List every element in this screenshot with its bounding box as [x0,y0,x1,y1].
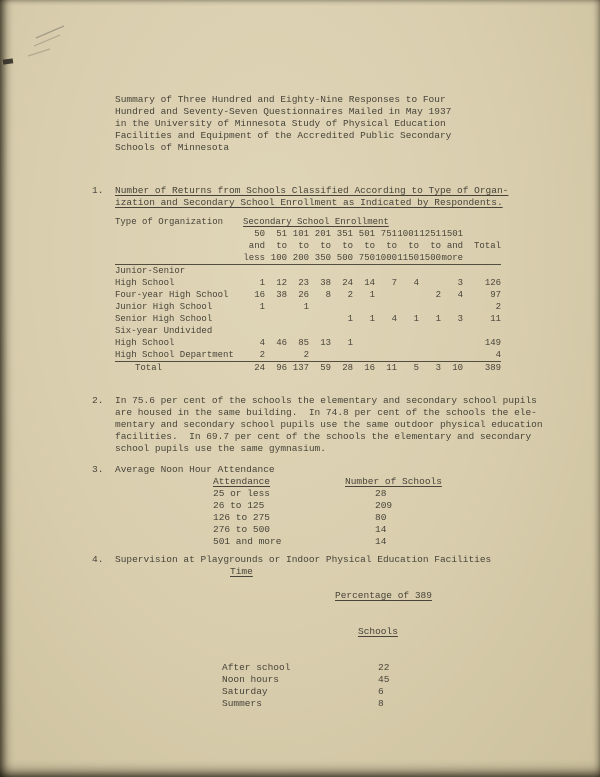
enrollment-cell: 38 [276,290,287,300]
schools-cell [345,536,505,548]
enrollment-range-header: to [408,241,419,251]
enrollment-cell [375,301,397,313]
enrollment-cell: 1 [413,314,419,324]
total-row-label: Total [115,362,243,375]
supervision-table [222,566,562,710]
attendance-header: Attendance [213,476,271,487]
percentage-cell [327,698,487,710]
time-header: Time [230,566,253,577]
enrollment-range-header: 1500 [419,253,441,263]
enrollment-cell [419,301,441,313]
noon-attendance-header-row [213,476,562,488]
enrollment-range-header: 751 [380,229,397,239]
empty-cell [463,252,501,265]
enrollment-cell: 3 [419,362,441,375]
title-line: in the University of Minnesota Study of Physical Education [115,118,446,129]
enrollment-cell [265,265,287,278]
row-total: 149 [484,338,502,348]
row-total: 126 [484,278,502,288]
enrollment-cell [265,325,287,337]
enrollment-range-header: to [342,241,353,251]
table-row [115,313,501,325]
corner-label: Type of Organization [115,217,224,227]
table-row [222,662,562,674]
enrollment-cell: 5 [397,362,419,375]
document-title [115,94,562,154]
table-row [222,686,562,698]
school-count: 28 [375,488,387,499]
section-4-supervision [92,554,562,710]
enrollment-cell: 137 [287,362,309,375]
enrollment-cell [419,349,441,362]
percentage-column [327,566,487,662]
section-4-heading: Supervision at Playgrounds or Indoor Physical Education Facilities [115,554,492,565]
enrollment-cell: 26 [298,290,309,300]
enrollment-cell: 3 [457,278,464,288]
enrollment-range-header: and [248,241,265,251]
enrollment-cell: 24 [243,362,265,375]
table-footer [115,362,501,375]
enrollment-range-header: 1251 [419,229,441,239]
paragraph-line: mentary and secondary school pupils use the same outdoor physical education [115,419,543,430]
enrollment-cell: 1 [435,314,441,324]
enrollment-cell: 4 [391,314,397,324]
section-2-body [115,395,562,455]
enrollment-cell: 23 [298,278,309,288]
scan-edge-mark [3,58,14,64]
table-total-row [115,362,501,375]
enrollment-cell [353,325,375,337]
table-row [222,674,562,686]
enrollment-cell: 4 [259,338,265,348]
enrollment-range-header: 100 [265,252,287,265]
enrollment-cell: 10 [441,362,463,375]
enrollment-cell [287,313,309,325]
row-label: Senior High School [115,314,213,324]
row-total: 2 [495,302,502,312]
enrollment-cell: 16 [353,362,375,375]
percentage-value: 45 [378,674,390,685]
enrollment-range-header: 501 [358,229,375,239]
row-label: Junior-Senior [115,266,186,276]
title-line: Facilities and Equipment of the Accredited Public Secondary [115,130,452,141]
enrollment-range-header: 1150 [397,253,419,263]
enrollment-cell [441,337,463,349]
row-label: High School [115,338,175,348]
time-column [222,566,327,662]
table-header [115,216,501,265]
school-count: 14 [375,524,387,535]
enrollment-cell [309,313,331,325]
enrollment-cell: 1 [347,314,353,324]
enrollment-cell [353,337,375,349]
time-label: Summers [222,698,262,709]
supervision-rows [222,662,562,710]
enrollment-cell: 24 [342,278,353,288]
enrollment-cell [375,289,397,301]
row-label: High School Department [115,350,234,360]
enrollment-range-header: less [243,253,265,263]
enrollment-cell: 2 [303,350,309,360]
heading-line: Number of Returns from Schools Classified According to Type of Organ- [115,185,509,196]
enrollment-range-header: to [298,241,309,251]
schools-cell [345,512,505,524]
table-row [115,289,501,301]
enrollment-cell [265,349,287,362]
title-line: Hundred and Seventy-Seven Questionnaires Mailed in May 1937 [115,106,452,117]
time-label: Saturday [222,686,268,697]
percentage-value: 6 [378,686,384,697]
section-4-body [115,554,562,710]
enrollment-cell [309,325,331,337]
empty-cell [463,216,501,228]
item-number: 1. [92,185,104,196]
attendance-range: 501 and more [213,536,282,547]
enrollment-range-header: to [386,241,397,251]
percentage-header-line-1 [327,590,487,602]
schools-cell [345,524,505,536]
attendance-range: 25 or less [213,488,271,499]
document-body [92,94,562,710]
enrollment-cell: 16 [254,290,265,300]
percentage-cell [327,662,487,674]
section-1-returns [92,185,562,395]
enrollment-cell: 2 [259,350,265,360]
enrollment-cell: 14 [364,278,375,288]
enrollment-cell [243,325,265,337]
section-3-noon-attendance [92,464,562,548]
enrollment-range-header: to [276,241,287,251]
enrollment-cell: 1 [369,314,375,324]
enrollment-cell: 46 [276,338,287,348]
enrollment-cell [375,349,397,362]
empty-cell [463,228,501,240]
enrollment-cell [419,265,441,278]
schools-subheader: Schools [358,626,398,637]
enrollment-cell [309,265,331,278]
noon-attendance-table [213,476,562,548]
table-row [115,277,501,289]
enrollment-cell: 1 [259,302,265,312]
pencil-mark [16,16,86,66]
enrollment-cell [375,325,397,337]
table-row [115,325,501,337]
row-total [463,325,501,337]
percentage-header-line-2 [327,626,487,638]
enrollment-range-header: 201 [314,229,331,239]
title-line: Schools of Minnesota [115,142,230,153]
enrollment-cell [309,301,331,313]
enrollment-cell [375,337,397,349]
paragraph-line: In 75.6 per cent of the schools the elementary and secondary school pupils [115,395,537,406]
attendance-column [213,476,345,488]
returns-by-enrollment-table [115,216,501,374]
enrollment-cell: 59 [309,362,331,375]
row-label: Junior High School [115,302,213,312]
total-column-header: Total [474,241,502,251]
enrollment-cell [441,301,463,313]
enrollment-cell [441,265,463,278]
enrollment-cell: 4 [413,278,419,288]
enrollment-cell [331,349,353,362]
enrollment-cell [331,265,353,278]
enrollment-range-header: to [364,241,375,251]
paragraph-line: are housed in the same building. In 74.8 per cent of the schools the ele- [115,407,537,418]
enrollment-cell: 1 [259,278,265,288]
header-row-1 [115,228,501,240]
enrollment-range-header: and [446,241,464,251]
row-label: Four-year High School [115,290,229,300]
enrollment-cell: 85 [298,338,309,348]
row-label: High School [115,278,175,288]
row-total: 11 [490,314,502,324]
enrollment-cell [419,337,441,349]
percentage-cell [327,674,487,686]
title-line: Summary of Three Hundred and Eighty-Nine Responses to Four [115,94,446,105]
header-row-3 [115,252,501,265]
enrollment-range-header: 101 [292,229,309,239]
enrollment-cell [265,301,287,313]
enrollment-range-header: 750 [353,252,375,265]
school-count: 14 [375,536,387,547]
enrollment-cell: 1 [347,338,353,348]
enrollment-range-header: 50 [254,229,265,239]
item-number: 3. [92,464,104,475]
time-label: Noon hours [222,674,280,685]
enrollment-cell: 8 [325,290,331,300]
enrollment-cell [243,313,265,325]
enrollment-cell [287,325,309,337]
empty-cell [115,252,243,265]
enrollment-range-header: to [320,241,331,251]
enrollment-cell [353,265,375,278]
percentage-cell [327,686,487,698]
row-total: 97 [490,290,502,300]
enrollment-cell [441,349,463,362]
enrollment-cell [441,325,463,337]
section-1-body [115,185,562,395]
supervision-header-row [222,566,562,662]
enrollment-cell: 4 [457,290,464,300]
enrollment-cell: 13 [320,338,331,348]
enrollment-range-header: to [430,241,441,251]
enrollment-cell [353,349,375,362]
table-row [213,500,562,512]
paragraph-line: facilities. In 69.7 per cent of the schools the elementary and secondary [115,431,532,442]
item-number: 4. [92,554,104,565]
header-row-2 [115,240,501,252]
enrollment-cell: 28 [331,362,353,375]
paragraph-line: school pupils use the same gymnasium. [115,443,326,454]
enrollment-cell: 11 [375,362,397,375]
grand-total: 389 [463,362,501,375]
enrollment-range-header: 1000 [375,253,397,263]
noon-attendance-rows [213,488,562,548]
enrollment-range-header: 51 [276,229,287,239]
enrollment-cell [287,265,309,278]
enrollment-group-header [243,216,463,228]
enrollment-cell: 2 [435,290,441,300]
table-row [115,349,501,362]
table-row [222,698,562,710]
enrollment-range-header: 200 [287,252,309,265]
enrollment-range-header: 1001 [397,229,419,239]
enrollment-cell [331,325,353,337]
enrollment-cell [419,325,441,337]
section-1-heading [115,185,562,209]
enrollment-cell: 1 [369,290,375,300]
percentage-header: Percentage of 389 [335,590,432,601]
table-row [213,512,562,524]
enrollment-cell [397,265,419,278]
enrollment-cell [397,301,419,313]
time-label: After school [222,662,291,673]
enrollment-range-header: 350 [309,252,331,265]
enrollment-cell: 7 [391,278,397,288]
enrollment-cell [265,313,287,325]
enrollment-cell [309,349,331,362]
attendance-range: 126 to 275 [213,512,271,523]
enrollment-range-header: more [441,253,464,263]
table-row [115,265,501,278]
enrollment-cell [375,265,397,278]
group-header-row [115,216,501,228]
percentage-value: 22 [378,662,390,673]
table-row [115,337,501,349]
enrollment-cell [397,349,419,362]
attendance-range: 26 to 125 [213,500,265,511]
enrollment-range-header: 351 [336,229,353,239]
schools-column [345,476,505,488]
enrollment-cell [419,277,441,289]
table-row [115,301,501,313]
heading-line: ization and Secondary School Enrollment as Indicated by Respondents. [115,197,503,208]
schools-cell [345,500,505,512]
enrollment-cell: 3 [457,314,464,324]
row-total: 4 [495,350,502,360]
schools-cell [345,488,505,500]
enrollment-range-header: 500 [331,252,353,265]
section-3-heading: Average Noon Hour Attendance [115,464,275,475]
enrollment-cell: 12 [276,278,287,288]
school-count: 209 [375,500,393,511]
section-3-body [115,464,562,548]
table-rows [115,265,501,362]
empty-cell [115,240,243,252]
enrollment-cell [243,265,265,278]
item-number: 2. [92,395,104,406]
enrollment-cell: 96 [265,362,287,375]
enrollment-cell [397,325,419,337]
table-row [213,536,562,548]
enrollment-cell: 2 [347,290,353,300]
enrollment-range-header: 1501 [441,229,464,239]
row-total [463,265,501,278]
enrollment-cell: 38 [320,278,331,288]
schools-header: Number of Schools [345,476,442,487]
enrollment-cell [397,337,419,349]
table-row [213,524,562,536]
enrollment-cell: 1 [303,302,309,312]
row-label: Six-year Undivided [115,326,213,336]
attendance-range: 276 to 500 [213,524,271,535]
enrollment-group-header-text: Secondary School Enrollment [243,217,389,227]
enrollment-cell [331,301,353,313]
empty-cell [115,228,243,240]
table-row [213,488,562,500]
school-count: 80 [375,512,387,523]
enrollment-cell [397,289,419,301]
percentage-value: 8 [378,698,384,709]
enrollment-cell [353,301,375,313]
section-2-shared-facilities [92,395,562,455]
